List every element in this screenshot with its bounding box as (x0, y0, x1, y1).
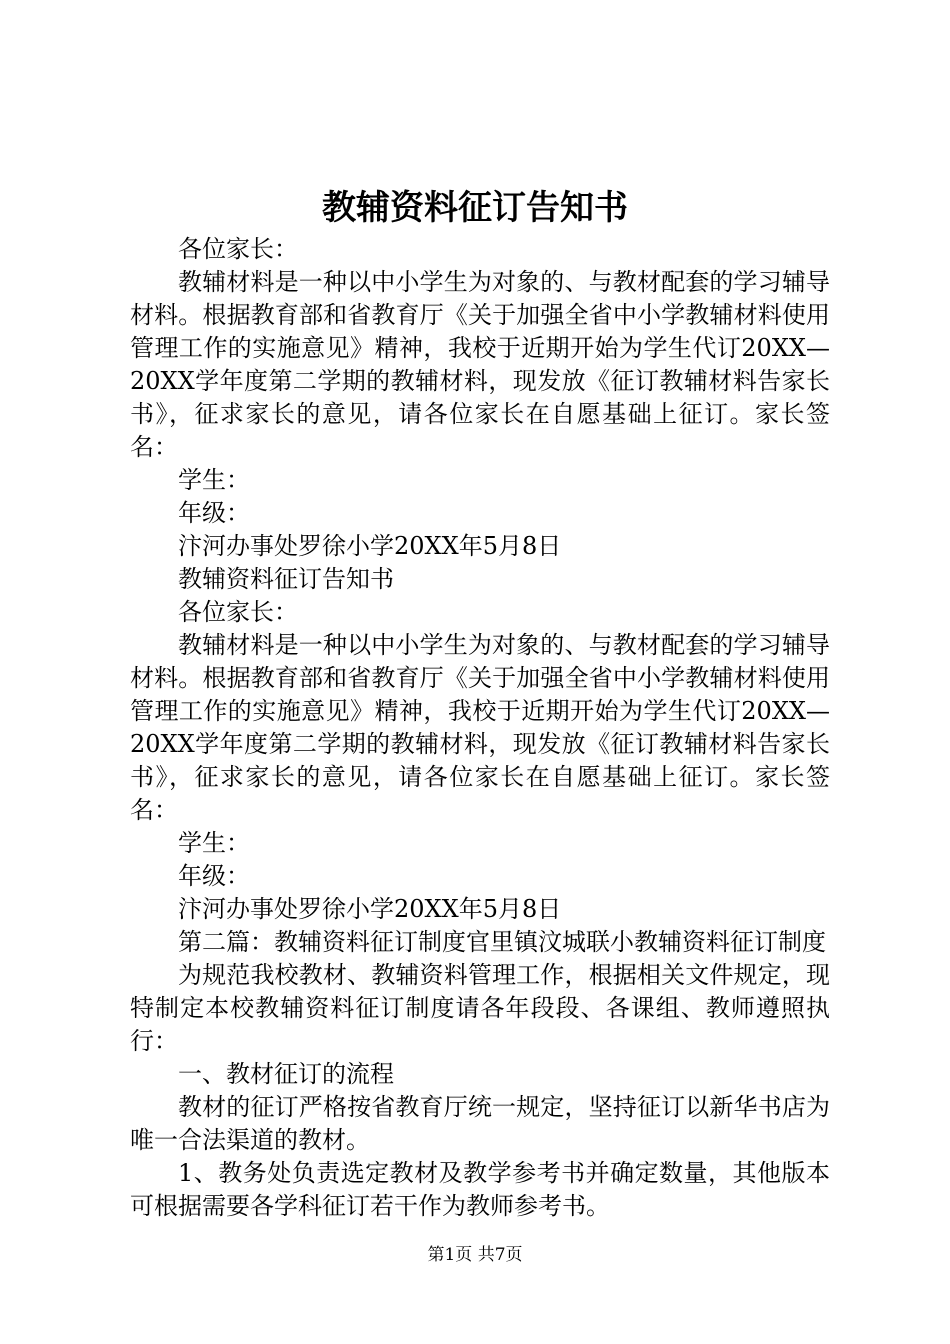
document-body (130, 233, 830, 1223)
paragraph-signature: 汴河办事处罗徐小学20XX年5月8日 (178, 895, 562, 923)
paragraph-grade: 年级： (178, 862, 250, 890)
paragraph-student: 学生： (178, 829, 250, 857)
paragraph-greeting: 各位家长： (178, 598, 298, 626)
paragraph-body: 为规范我校教材、教辅资料管理工作，根据相关文件规定，现特制定本校教辅资料征订制度请各年段段、各课组、教师遵照执行： (130, 961, 830, 1055)
paragraph-student: 学生： (178, 466, 250, 494)
paragraph-list-item: 1、教务处负责选定教材及教学参考书并确定数量，其他版本可根据需要各学科征订若干作为教师参考书。 (130, 1159, 830, 1220)
paragraph-grade: 年级： (178, 499, 250, 527)
paragraph-body: 教辅材料是一种以中小学生为对象的、与教材配套的学习辅导材料。根据教育部和省教育厅《关于加强全省中小学教辅材料使用管理工作的实施意见》精神，我校于近期开始为学生代订20XX—20XX学年度第二学期的教辅材料，现发放《征订教辅材料告家长书》，征求家长的意见，请各位家长在自愿基础上征订。家长签名： (130, 631, 830, 824)
paragraph-greeting: 各位家长： (178, 235, 298, 263)
document-title: 教辅资料征订告知书 (322, 188, 628, 228)
paragraph-list-heading: 一、教材征订的流程 (178, 1060, 394, 1088)
paragraph-subtitle: 教辅资料征订告知书 (178, 565, 394, 593)
paragraph-signature: 汴河办事处罗徐小学20XX年5月8日 (178, 532, 562, 560)
paragraph-section-heading: 第二篇：教辅资料征订制度官里镇汶城联小教辅资料征订制度 (178, 928, 826, 956)
paragraph-body: 教辅材料是一种以中小学生为对象的、与教材配套的学习辅导材料。根据教育部和省教育厅《关于加强全省中小学教辅材料使用管理工作的实施意见》精神，我校于近期开始为学生代订20XX—20XX学年度第二学期的教辅材料，现发放《征订教辅材料告家长书》，征求家长的意见，请各位家长在自愿基础上征订。家长签名： (130, 268, 830, 461)
paragraph-body: 教材的征订严格按省教育厅统一规定，坚持征订以新华书店为唯一合法渠道的教材。 (130, 1093, 830, 1154)
page-number-footer: 第1页 共7页 (427, 1245, 523, 1265)
